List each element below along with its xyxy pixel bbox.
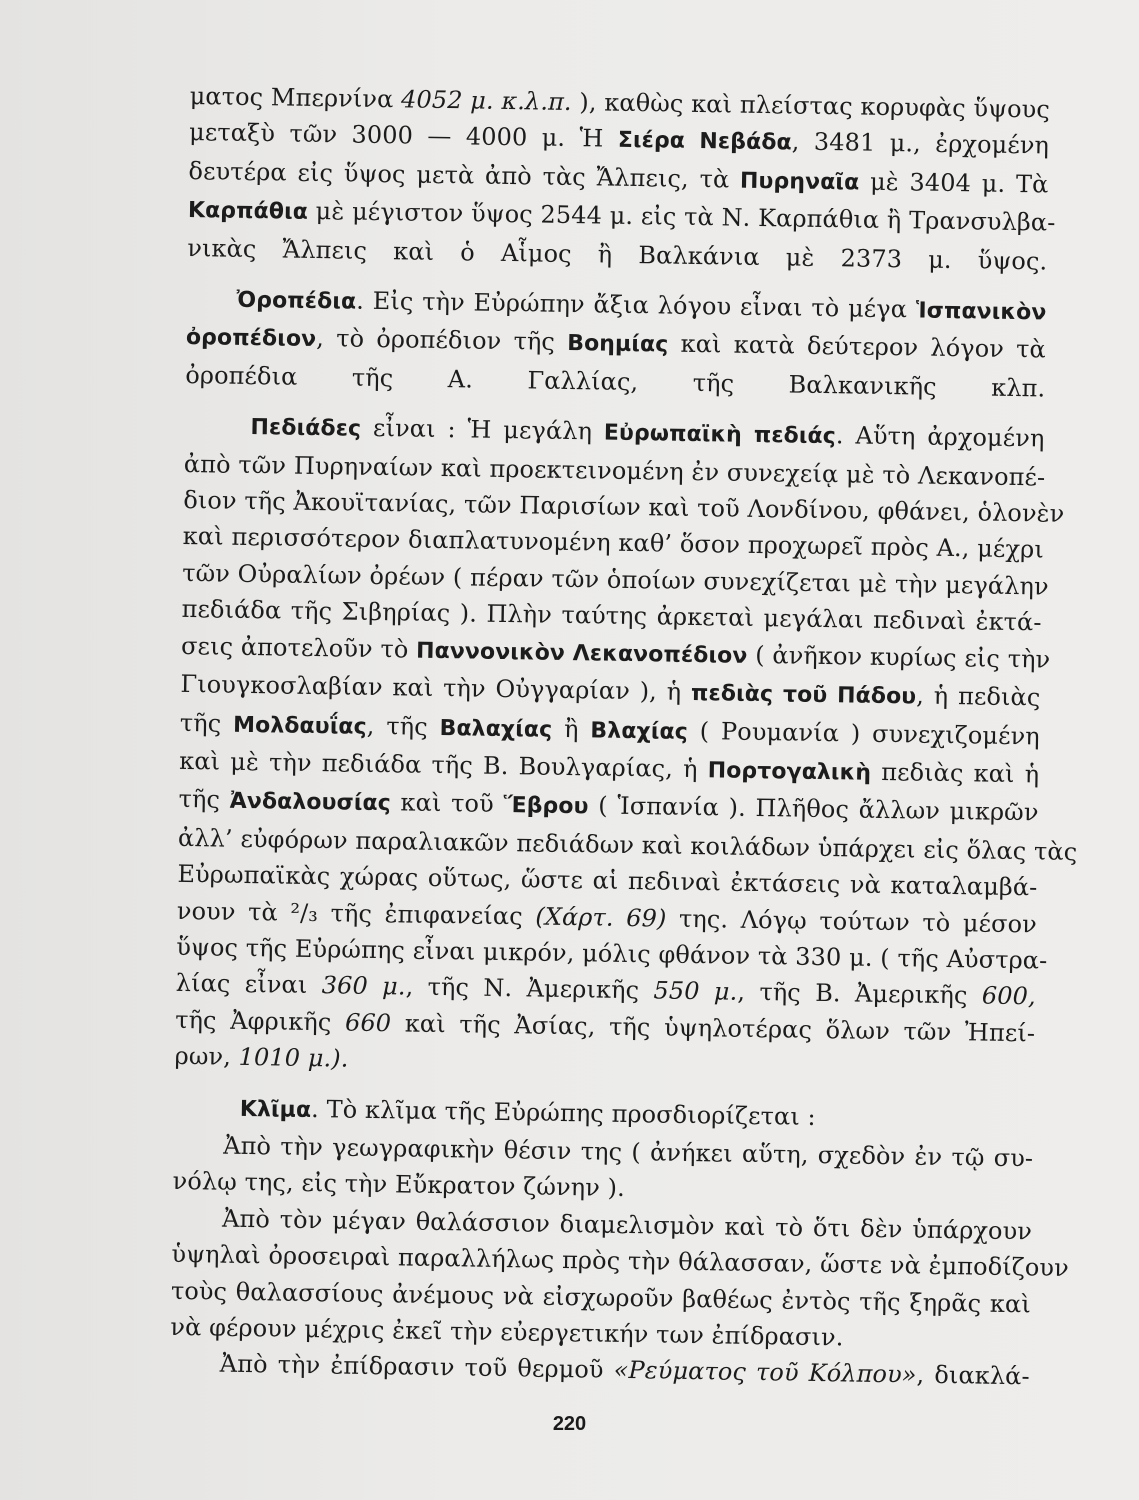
bold-term: Πεδιάδες: [250, 415, 362, 442]
italic-text: 600,: [981, 981, 1036, 1011]
text-run: εἶναι : Ἡ μεγάλη: [360, 413, 605, 446]
text-run: τῶν Οὐραλίων ὀρέων ( πέραν τῶν ὁποίων συνεχίζεται μὲ τὴν μεγάλην: [182, 558, 1049, 601]
bold-term: Εὐρωπαϊκὴ πεδιάς: [603, 420, 837, 450]
text-run: . Αὕτη ἀρχομένη: [835, 421, 1045, 453]
text-run: νικὰς Ἄλπεις καὶ ὁ Αἷμος ἢ Βαλκάνια μὲ 2373 μ. ὕψος.: [187, 233, 1048, 276]
text-run: ὀροπέδια τῆς Α. Γαλλίας, τῆς Βαλκανικῆς κλπ.: [185, 360, 1046, 403]
text-run: ὑψηλαὶ ὀροσειραὶ παραλλήλως πρὸς τὴν θάλασσαν, ὥστε νὰ ἐμποδίζουν: [171, 1240, 1070, 1283]
text-run: , τῆς: [366, 711, 440, 741]
text-run: , τῆς Β. Ἀμερικῆς: [737, 978, 983, 1010]
text-run: τῆς Ἀφρικῆς: [174, 1005, 346, 1037]
text-run: μὲ 3404 μ. Τὰ: [859, 167, 1049, 199]
bold-term: Καρπάθια: [187, 198, 309, 226]
bold-term: Ἱσπανικὸν: [915, 298, 1047, 326]
page-number: 220: [552, 1413, 587, 1435]
bold-term: Κλῖμα: [239, 1096, 312, 1123]
text-run: τοὺς θαλασσίους ἀνέμους νὰ εἰσχωροῦν βαθέως ἐντὸς τῆς ξηρᾶς καὶ: [170, 1276, 1032, 1318]
text-run: καὶ τῆς Ἀσίας, τῆς ὑψηλοτέρας ὅλων τῶν Ἠπεί-: [390, 1009, 1036, 1048]
bold-term: Βλαχίας: [590, 717, 689, 745]
text-run: πεδιάδα τῆς Σιβηρίας ). Πλὴν ταύτης ἀρκεταὶ μεγάλαι πεδιναὶ ἐκτά-: [181, 595, 1042, 637]
bold-term: Παννονικὸν Λεκανοπέδιον: [415, 638, 748, 669]
bold-term: Μολδαυΐας: [232, 712, 367, 740]
text-run: τῆς: [179, 708, 234, 738]
text-run: ὕψος τῆς Εὐρώπης εἶναι μικρόν, μόλις φθάνον τὰ 330 μ. ( τῆς Αὐστρα-: [176, 932, 1048, 975]
bold-term: πεδιὰς τοῦ Πάδου: [690, 681, 917, 710]
text-run: πεδιὰς καὶ ἡ: [870, 757, 1040, 789]
text-run: καὶ τοῦ: [390, 788, 504, 819]
italic-text: «Ρεύματος τοῦ Κόλπου»: [613, 1356, 917, 1389]
bold-term: Σιέρα Νεβάδα: [617, 128, 792, 156]
italic-text: 550 μ.: [653, 976, 738, 1007]
text-run: , διακλά-: [916, 1360, 1030, 1391]
text-run: δευτέρα εἰς ὕψος μετὰ ἀπὸ τὰς Ἄλπεις, τὰ: [188, 156, 741, 194]
text-run: καὶ περισσότερον διαπλατυνομένη καθ’ ὅσον προχωρεῖ πρὸς Α., μέχρι: [182, 522, 1045, 564]
text-run: , ἡ πεδιὰς: [916, 681, 1041, 712]
text-run: νὰ φέρουν μέχρις ἐκεῖ τὴν εὐεργετικήν των ἐπίδρασιν.: [170, 1312, 844, 1352]
text-run: . Εἰς τὴν Εὐρώπην ἄξια λόγου εἶναι τὸ μέγα: [356, 286, 917, 324]
text-run: . Τὸ κλῖμα τῆς Εὐρώπης προσδιορίζεται :: [310, 1094, 816, 1131]
text-run: μεταξὺ τῶν 3000 — 4000 μ. Ἡ: [188, 118, 619, 154]
bold-term: Ἕβρου: [503, 793, 589, 820]
italic-text: 4052 μ. κ.λ.π.: [400, 85, 572, 116]
bold-term: Ἀνδαλουσίας: [229, 789, 392, 817]
text-run: λίας εἶναι: [175, 969, 322, 1000]
bold-term: ὀροπέδιον: [185, 325, 317, 353]
text-run: ρων,: [174, 1042, 239, 1072]
text-run: καὶ κατὰ δεύτερον λόγον τὰ: [668, 329, 1047, 364]
text-run: Ἀπὸ τὸν μέγαν θαλάσσιον διαμελισμὸν καὶ τὸ ὅτι δὲν ὑπάρχουν: [221, 1204, 1033, 1246]
text-run: τῆς: [178, 785, 230, 815]
text-run: Εὐρωπαϊκὰς χώρας οὕτως, ὥστε αἱ πεδιναὶ ἐκτάσεις νὰ καταλαμβά-: [177, 860, 1038, 902]
text-run: διον τῆς Ἀκουϊτανίας, τῶν Παρισίων καὶ τοῦ Λονδίνου, φθάνει, ὁλονὲν: [183, 486, 1065, 528]
text-run: Γιουγκοσλαβίαν καὶ τὴν Οὐγγαρίαν ), ἡ: [180, 670, 692, 707]
text-run: , 3481 μ., ἐρχομένη: [791, 127, 1050, 160]
italic-text: 360 μ.: [321, 971, 406, 1001]
text-run: ματος Μπερνίνα: [189, 81, 402, 114]
text-run: ἀπὸ τῶν Πυρηναίων καὶ προεκτεινομένη ἐν συνεχείᾳ μὲ τὸ Λεκανοπέ-: [183, 449, 1046, 492]
bold-term: Πυρηναῖα: [739, 168, 860, 196]
text-run: νουν τὰ ²/₃ τῆς ἐπιφανείας: [176, 896, 536, 931]
text-run: Ἀπὸ τὴν γεωγραφικὴν θέσιν της ( ἀνήκει αὕτη, σχεδὸν ἐν τῷ συ-: [223, 1131, 1034, 1173]
text-run: της. Λόγῳ τούτων τὸ μέσον: [666, 904, 1038, 938]
page-body-text: [170, 78, 1078, 1395]
bold-term: Ὀροπέδια: [236, 287, 357, 315]
text-run: ἀλλ’ εὐφόρων παραλιακῶν πεδιάδων καὶ κοιλάδων ὑπάρχει εἰς ὅλας τὰς: [177, 823, 1078, 866]
text-run: μὲ μέγιστον ὕψος 2544 μ. εἰς τὰ Ν. Καρπάθια ἢ Τρανσυλβα-: [307, 197, 1056, 237]
text-run: ( Ρουμανία ) συνεχιζομένη: [687, 716, 1041, 750]
bold-term: Βοημίας: [566, 331, 669, 358]
text-run: ἢ: [552, 714, 591, 743]
text-run: καὶ μὲ τὴν πεδιάδα τῆς Β. Βουλγαρίας, ἡ: [179, 746, 708, 784]
text-run: σεις ἀποτελοῦν τὸ: [180, 631, 417, 664]
text-run: , τὸ ὀροπέδιον τῆς: [316, 324, 568, 357]
text-run: Ἀπὸ τὴν ἐπίδρασιν τοῦ θερμοῦ: [219, 1350, 614, 1385]
text-run: νόλῳ της, εἰς τὴν Εὔκρατον ζώνην ).: [172, 1167, 626, 1203]
text-run: ), καθὼς καὶ πλείστας κορυφὰς ὕψους: [571, 87, 1051, 124]
text-run: ( ἀνῆκον κυρίως εἰς τὴν: [747, 640, 1051, 674]
bold-term: Βαλαχίας: [439, 715, 553, 743]
text-run: , τῆς Ν. Ἀμερικῆς: [405, 972, 654, 1005]
bold-term: Πορτογαλικὴ: [707, 758, 872, 786]
italic-text: 660: [344, 1008, 392, 1038]
italic-text: (Χάρτ. 69): [535, 902, 667, 933]
text-run: ( Ἱσπανία ). Πλῆθος ἄλλων μικρῶν: [588, 791, 1039, 827]
italic-text: 1010 μ.).: [238, 1043, 349, 1073]
